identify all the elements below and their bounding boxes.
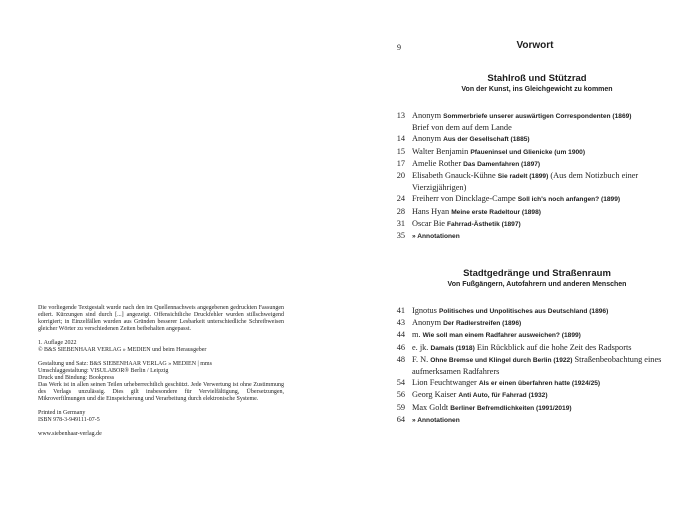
toc-entry xyxy=(385,414,675,426)
toc-entry xyxy=(385,122,675,133)
page-title: Vorwort xyxy=(516,40,554,51)
section-1-subtitle: Von der Kunst, ins Gleichgewicht zu kommen xyxy=(461,86,613,93)
toc-entry xyxy=(385,354,675,377)
toc-work: Berliner Befremdlichkeiten (1991/2019) xyxy=(450,404,572,412)
printed-line: Printed in Germany xyxy=(38,410,86,416)
toc-note: Straßenbeobachtung eines aufmerksamen Radfahrers xyxy=(412,354,662,377)
toc-page-number: 15 xyxy=(396,146,405,156)
imprint-paragraph: Die vorliegende Textgestalt wurde nach den im Quellennachweis angegebenen gedruckten Fassungen ediert. Kürzungen sind durch [...] angezeigt. Offensichtliche Druckfehler wurden stillschweigend korrigiert; in Einzelfällen wurden aus Gründen besserer Lesbarkeit unterschiedliche Schreibweisen gleicher Wörter zu verschiedenen Zeiten beibehalten angepasst. xyxy=(38,305,284,332)
toc-page-number: 44 xyxy=(396,330,405,340)
toc-entry xyxy=(385,110,675,122)
toc-page-number: 54 xyxy=(396,378,405,388)
credit-design: Gestaltung und Satz: B&S SIEBENHAAR VERLAG » MEDIEN | mms xyxy=(38,361,212,367)
toc-work: Soll ich's noch anfangen? (1899) xyxy=(517,196,621,204)
toc-author: Hans Hyan xyxy=(412,206,450,216)
toc-author: Anonym xyxy=(412,111,442,120)
section-1-heading xyxy=(400,73,674,95)
credit-cover: Umschlaggestaltung: VISULABOR® Berlin / Leipzig xyxy=(38,368,169,374)
toc-author: F. N. xyxy=(412,354,429,364)
toc-page-number: 20 xyxy=(396,171,405,181)
toc-work: Aus der Gesellschaft (1885) xyxy=(443,136,530,144)
toc-author: Lion Feuchtwanger xyxy=(412,378,477,388)
toc-author: Oscar Bie xyxy=(412,218,445,228)
edition-line: 1. Auflage 2022 xyxy=(38,340,77,346)
toc-entry xyxy=(385,146,675,158)
toc-author: m. xyxy=(412,330,421,340)
page-number: 9 xyxy=(397,43,401,52)
publisher-url: www.siebenhaar-verlag.de xyxy=(38,431,102,437)
toc-entry xyxy=(385,170,675,193)
toc-entry xyxy=(385,158,675,170)
toc-entry xyxy=(385,389,675,401)
rights-paragraph: Das Werk ist in allen seinen Teilen urheberrechtlich geschützt. Jede Verwertung ist ohne Zustimmung des Verlags unzulässig. Dies gilt insbesondere für Vervielfältigung, Übersetzungen, Mikroverfilmungen und die Einspeicherung und Verarbeitung durch elektronische Systeme. xyxy=(38,382,284,402)
toc-author: Anonym xyxy=(412,318,442,328)
toc-entry xyxy=(385,402,675,414)
toc-work: Das Damenfahren (1897) xyxy=(463,160,541,168)
toc-entry xyxy=(385,377,675,389)
toc-page-number: 56 xyxy=(396,390,405,400)
toc-page-number: 59 xyxy=(396,402,405,412)
toc-work: Pfaueninsel und Glienicke (um 1900) xyxy=(470,148,586,156)
toc-entry xyxy=(385,193,675,205)
toc-page-number: 17 xyxy=(396,158,405,168)
toc-entry xyxy=(385,206,675,218)
toc-page-number: 13 xyxy=(396,111,405,120)
annotations-link: » Annotationen xyxy=(412,416,460,424)
toc-entry xyxy=(385,305,675,317)
toc-author: Anonym xyxy=(412,134,442,144)
toc-author: Walter Benjamin xyxy=(412,146,469,156)
toc-page-number: 35 xyxy=(396,231,405,241)
toc-page-number: 41 xyxy=(396,306,405,315)
toc-entry xyxy=(385,133,675,145)
toc-note: (Aus dem Notizbuch einer Vierzigjährigen) xyxy=(412,171,639,193)
toc-work: Meine erste Radeltour (1898) xyxy=(451,208,541,216)
imprint-block xyxy=(38,305,284,438)
toc-work: Der Radlerstreifen (1896) xyxy=(443,320,522,328)
toc-page-number: 31 xyxy=(396,218,405,228)
toc-page-number: 64 xyxy=(396,414,405,424)
annotations-link: » Annotationen xyxy=(412,233,460,241)
toc-entry xyxy=(385,230,675,242)
section-2-subtitle: Von Fußgängern, Autofahrern und anderen Menschen xyxy=(447,281,627,288)
toc-page-number: 28 xyxy=(396,206,405,216)
toc-author: e. jk. xyxy=(412,342,429,352)
toc-work: Anti Auto, für Fahrrad (1932) xyxy=(458,392,548,400)
toc-author: Georg Kaiser xyxy=(412,390,457,400)
toc-work: Sie radelt (1899) xyxy=(497,173,549,181)
toc-entry xyxy=(385,342,675,354)
toc-work: Fahrrad-Ästhetik (1897) xyxy=(447,220,521,228)
toc-author: Brief von dem auf dem Lande xyxy=(412,123,512,133)
section-2-heading xyxy=(400,268,674,290)
section-2-title: Stadtgedränge und Straßenraum xyxy=(463,268,611,279)
toc-author: Max Goldt xyxy=(412,402,449,412)
toc-page-number: 46 xyxy=(396,342,405,352)
credit-print: Druck und Bindung: Bookpress xyxy=(38,375,115,381)
toc-work: Damals (1918) xyxy=(430,344,475,352)
toc-author: Ignotus xyxy=(412,306,437,315)
toc-author: Freiherr von Dincklage-Campe xyxy=(412,194,516,204)
section-1-title: Stahlroß und Stützrad xyxy=(487,73,587,84)
section-2-toc xyxy=(385,305,675,426)
isbn-line: ISBN 978-3-949111-07-5 xyxy=(38,417,100,423)
toc-note: Ein Rückblick auf die hohe Zeit des Radsports xyxy=(476,342,632,352)
section-1-toc xyxy=(385,110,675,242)
toc-work: Politisches und Unpolitisches aus Deutschland (1896) xyxy=(438,308,609,315)
toc-page-number: 24 xyxy=(396,194,405,204)
toc-page-number: 48 xyxy=(396,354,405,364)
toc-work: Als er einen überfahren hatte (1924/25) xyxy=(478,380,601,388)
toc-page-number: 14 xyxy=(396,134,405,144)
toc-author: Amelie Rother xyxy=(412,158,462,168)
toc-work: Ohne Bremse und Klingel durch Berlin (1922) xyxy=(430,356,573,364)
toc-author: Elisabeth Gnauck-Kühne xyxy=(412,171,496,181)
toc-page-number: 43 xyxy=(396,318,405,328)
toc-work: Sommerbriefe unserer auswärtigen Correspondenten (1869) xyxy=(443,113,632,120)
toc-work: Wie soll man einem Radfahrer ausweichen? (1899) xyxy=(422,332,581,340)
copyright-line: © B&S SIEBENHAAR VERLAG » MEDIEN und beim Herausgeber xyxy=(38,347,207,353)
toc-entry xyxy=(385,317,675,329)
toc-entry xyxy=(385,218,675,230)
toc-entry xyxy=(385,329,675,341)
